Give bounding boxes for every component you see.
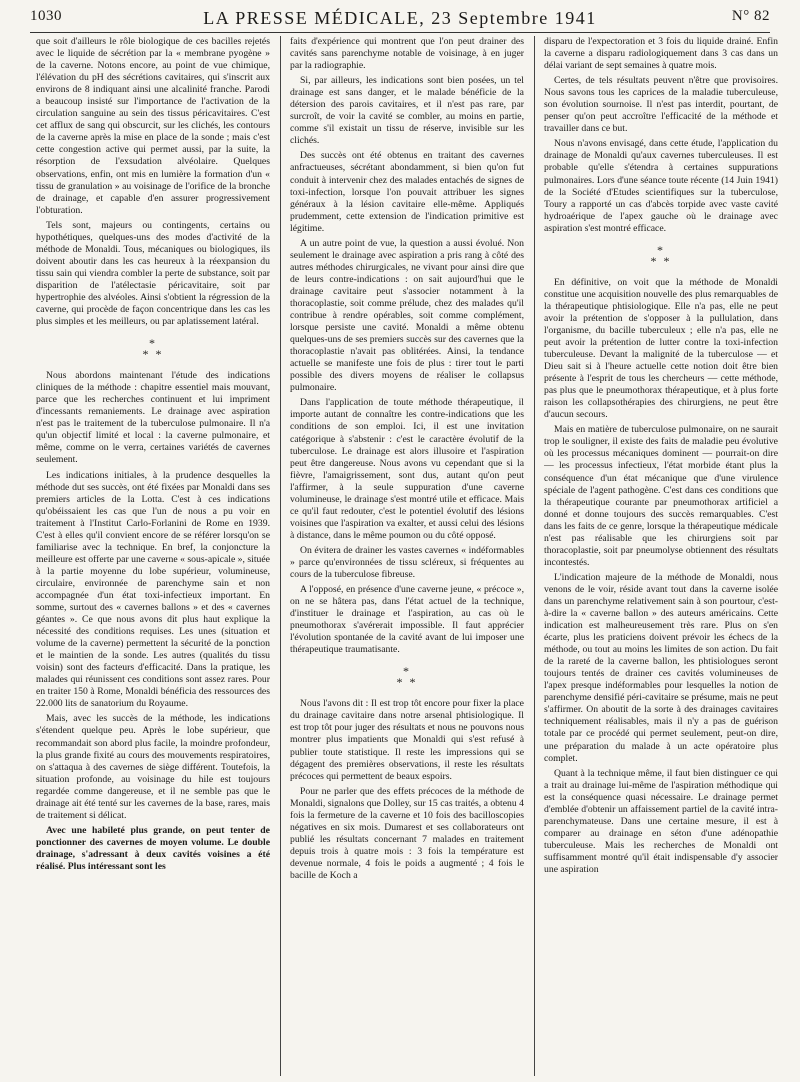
section-separator: * * *	[142, 336, 164, 362]
paragraph: Des succès ont été obtenus en traitant des cavernes anfractueuses, sécrétant abondamment, si bien qu'on fut conduit à intervenir chez des malades entachés de signes de toxi-infection, lorsque l'on pouvait attribuer les signes généraux à la lésion cavitaire elle-même. Appliqués prudemment, cette extension de l'indication primitive est légitime.	[290, 150, 524, 234]
section-separator: * * *	[396, 664, 418, 690]
section-separator: * * *	[650, 242, 672, 268]
paragraph: A un autre point de vue, la question a aussi évolué. Non seulement le drainage avec aspiration a pris rang à côté des autres méthodes chirurgicales, ne vivant pour ainsi dire que de leurs contre-indications : on sait aujourd'hui que le drainage cavitaire peut s'associer notamment à la thoracoplastie, soit comme prélude, chez des malades qu'il contribue à rendre opérables, soit comme complément, lorsque persiste une cavité. Monaldi a même obtenu quelques-uns de ses premiers succès sur des cavernes que la thoracoplastie n'avait pas oblitérées. Ainsi, la tendance actuelle se manifeste une fois de plus : tirer tout le parti possible des divers moyens de réaliser le collapsus pulmonaire.	[290, 237, 524, 394]
paragraph: Pour ne parler que des effets précoces de la méthode de Monaldi, signalons que Dolley, sur 15 cas traités, a obtenu 4 fois la fermeture de la caverne et 10 fois des bacilloscopies négatives en six mois. Dumarest et ses collaborateurs ont publié les résultats concernant 7 malades en traitement depuis trois à quatre mois : 3 fois la température est devenue normale, 4 fois le poids a augmenté ; 4 fois le bacille de Koch a	[290, 785, 524, 881]
column-2	[290, 36, 524, 1076]
paragraph: Tels sont, majeurs ou contingents, certains ou hypothétiques, quelques-uns des modes d'activité de la méthode de Monaldi. Tous, mécaniques ou biologiques, ils doivent aboutir dans les cas heureux à la réexpansion du tissu sain qui viendra combler la perte de substance, soit par disparition de l'atélectasie péricavitaire, soit par hypertrophie des alvéoles. Ainsi s'obtient la régression de la caverne, qui procède de façon concentrique dans les cas les plus simples et les meilleurs, ou par aplatissement latéral.	[36, 219, 270, 328]
article-body	[36, 36, 782, 1076]
journal-title: LA PRESSE MÉDICALE, 23 Septembre 1941	[203, 8, 597, 28]
paragraph: Mais en matière de tuberculose pulmonaire, on ne saurait trop le souligner, il existe des faits de maladie peu évolutive où les processus mécaniques dominent — pourrait-on dire — les processus infectieux, l'état morbide étant plus la conséquence d'un état mécanique que d'une virulence spéciale de l'agent pathogène. C'est dans ces conditions que la thérapeutique courante par pneumothorax artificiel a donné et donne toujours des succès remarquables. C'est dans les faits de ce genre, lorsque la thérapeutique médicale n'est pas réalisable que les chirurgiens soit par thoracoplastie, soit par pneumolyse obtiennent des résultats incontestés.	[544, 424, 778, 568]
column-1	[36, 36, 270, 1076]
paragraph: L'indication majeure de la méthode de Monaldi, nous venons de le voir, réside avant tout dans la caverne isolée dans un parenchyme relativement sain à son pourtour, c'est-à-dire la « caverne ballon » des auteurs américains. Cette indication est malheureusement très rare. Plus on s'en écarte, plus les praticiens doivent prévoir les échecs de la méthode, ou tout au moins les limites de son action. Du fait de la rareté de la caverne ballon, les phtisiologues seront toujours tentés de drainer ces cavités volumineuses de l'apex presque indéformables pour lesquelles la notion de parenchyme densifié péri-cavitaire se présume, mais ne peut s'affirmer. On aboutit de la sorte à des drainages cavitaires techniquement réalisables, mais il n'y a pas de guérison totale par ce procédé qui permet seulement, peut-on dire, une préparation du malade à un acte opératoire plus complet.	[544, 571, 778, 764]
column-rule	[280, 36, 281, 1076]
paragraph: Les indications initiales, à la prudence desquelles la méthode dut ses succès, ont été fixées par Monaldi dans ses premiers articles de la Lotta. C'est à ces indications qu'obéissaient les cas que l'un de nous a pu voir en traitement à l'Institut Carlo-Forlanini de Rome en 1939. C'est à elles qu'il convient encore de se référer lorsqu'on se familiarise avec la technique. En bref, la conjoncture la meilleure est offerte par une caverne « sous-apicale », située à la partie moyenne du lobe supérieur, volumineuse, circulaire, environnée de parenchyme sain et non accompagnée d'un état toxi-infectieux important. En somme, surtout des « cavernes ballons » et des « cavernes géantes ». Ce que nous avons dit plus haut explique la nécessité des conditions requises. Les unes (situation et volume de la caverne) permettent la sécurité de la ponction et le maintien de la sonde. Les autres (qualités du tissu voisin) sont des facteurs d'efficacité. Dans la pratique, les malades qui réunissent ces conditions sont assez rares. Pour en traiter 150 à Rome, Monaldi bénéficia des ressources des 22.000 lits de sanatorium du Royaume.	[36, 469, 270, 710]
paragraph: Nous abordons maintenant l'étude des indications cliniques de la méthode : chapitre essentiel mais mouvant, parce que les recherches continuent et lui impriment d'incessants remaniements. Le drainage avec aspiration n'est pas le traitement de la tuberculose pulmonaire. Il n'a qu'un objectif limité et local : la caverne pulmonaire, et même, comme on le verra, certaines variétés de cavernes seulement.	[36, 370, 270, 466]
paragraph: que soit d'ailleurs le rôle biologique de ces bacilles rejetés avec le liquide de sécrétion par la « membrane pyogène » de la caverne. Notons encore, au point de vue chimique, l'élévation du pH des sécrétions cavitaires, qui s'inscrit aux environs de 8 indiquant ainsi une alcalinité franche. Parodi a beaucoup insisté sur l'importance de l'activation de la circulation sanguine au sein des tissus péricavitaires. C'est cet afflux de sang qui obscurcit, sur les clichés, les contours de la caverne après la mise en place de la sonde ; mais c'est cette congestion active qui permet aussi, par la suite, la résorption de l'exsudation alvéolaire. Quelques observations, enfin, ont mis en lumière la formation d'un « tissu de granulation » au voisinage de l'orifice de la bronche de drainage, et capable d'en assurer progressivement l'obturation.	[36, 36, 270, 216]
issue-number: N° 82	[731, 8, 770, 24]
page-header	[30, 6, 770, 33]
paragraph: Si, par ailleurs, les indications sont bien posées, un tel drainage est sans danger, et le malade bénéficie de la détersion des parois cavitaires, et il n'est pas rare, par surcroît, de voir la cavité se combler, au moins en partie, comme s'il existait un tissu de réserve, invisible sur les clichés.	[290, 75, 524, 147]
paragraph: Certes, de tels résultats peuvent n'être que provisoires. Nous savons tous les caprices de la maladie tuberculeuse, son évolution sournoise. Il n'est pas interdit, pourtant, de penser qu'on peut accroître l'efficacité de la méthode et travailler dans ce but.	[544, 75, 778, 135]
paragraph: Quant à la technique même, il faut bien distinguer ce qui a trait au drainage lui-même de l'aspiration méthodique qui est la conséquence quasi nécessaire. Le drainage permet d'emblée d'obtenir un affaissement partiel de la cavité intra-parenchymateuse. Dans une certaine mesure, il est à comparer au drainage en séton d'une adénopathie tuberculeuse. Mais les recherches de Monaldi ont suffisamment montré qu'il était indispensable d'y associer une aspiration	[544, 767, 778, 875]
column-rule	[534, 36, 535, 1076]
column-3	[544, 36, 778, 1076]
paragraph: Dans l'application de toute méthode thérapeutique, il importe autant de connaître les contre-indications que les conditions de son emploi. Ici, il est une invitation catégorique à s'abstenir : c'est le caractère évolutif de la tuberculose. Le drainage est alors illusoire et l'aspiration peut être dangereuse. Nous avons vu cependant que si la fièvre, l'amaigrissement, sont dus, autant qu'on peut l'affirmer, à la seule suppuration d'une caverne volumineuse, le drainage s'est montré utile et efficace. Mais ce qu'il faut redouter, c'est le potentiel évolutif des lésions voisines que l'aspiration va exalter, et aussi celui des lésions à distance, dans le même poumon ou du côté opposé.	[290, 397, 524, 541]
paragraph: Nous n'avons envisagé, dans cette étude, l'application du drainage de Monaldi qu'aux cavernes tuberculeuses. Il est probable qu'elle s'étendra à certaines suppurations pulmonaires. Lors d'une séance toute récente (14 Juin 1941) de la Société d'Etudes scientifiques sur la tuberculose, Toury a rapporté un cas d'abcès torpide avec vaste cavité hydroaérique de l'apex gauche où le drainage avec aspiration s'est montré efficace.	[544, 138, 778, 234]
paragraph: Avec une habileté plus grande, on peut tenter de ponctionner des cavernes de moyen volume. Le double drainage, s'adressant à deux cavités voisines a été réalisé. Plus intéressant sont les	[36, 824, 270, 872]
paragraph: disparu de l'expectoration et 3 fois du liquide drainé. Enfin la caverne a disparu radiologiquement dans 3 cas dans un délai variant de sept semaines à quatre mois.	[544, 36, 778, 72]
page-number: 1030	[30, 8, 62, 24]
paragraph: On évitera de drainer les vastes cavernes « indéformables » parce qu'environnées de tissu scléreux, si fréquentes au cours de la tuberculose fibreuse.	[290, 544, 524, 581]
paragraph: Mais, avec les succès de la méthode, les indications s'étendent quelque peu. Après le lobe supérieur, que recommandait son abord plus facile, la moindre profondeur, la plus grande fixité au cours des mouvements respiratoires, on s'attaqua à des cavernes de siège différent. Toutefois, la situation profonde, au voisinage du hile est toujours regardée comme dangereuse, et il ne semble pas que le drainage ait été tenté sur les cavernes de la base, rares, mais de traitement si délicat.	[36, 713, 270, 821]
paragraph: faits d'expérience qui montrent que l'on peut drainer des cavités sans parenchyme notable de voisinage, à en juger par la radiographie.	[290, 36, 524, 72]
paragraph: Nous l'avons dit : Il est trop tôt encore pour fixer la place du drainage cavitaire dans notre arsenal phtisiologique. Il est trop tôt pour juger des résultats et nous ne pouvons nous montrer plus impatients que Monaldi qui s'est refusé à publier toute statistique. Il reste les impressions qui se dégagent des premières observations, il reste les résultats précoces qui permettent de beaux espoirs.	[290, 698, 524, 782]
paragraph: En définitive, on voit que la méthode de Monaldi constitue une acquisition nouvelle des plus remarquables de la thérapeutique phtisiologique. Elle n'a pas, elle ne peut avoir la prétention de s'opposer à la pullulation, dans l'organisme, du bacille tuberculeux ; elle n'a pas, elle ne peut avoir la prétention de lutter contre la toxi-infection tuberculeuse. Devant la malignité de la tuberculose — et Dieu sait si à l'heure actuelle cette notion doit être bien présente à l'esprit de tous les chercheurs — cette méthode, pas plus que le pneumothorax thérapeutique, et à plus forte raison les collapsothérapies des chirurgiens, ne peut être d'aucun secours.	[544, 276, 778, 421]
paragraph: A l'opposé, en présence d'une caverne jeune, « précoce », on ne se hâtera pas, dans l'état actuel de la technique, d'instituer le drainage et l'aspiration, au cas où le pneumothorax s'avérerait impossible. Il faut apprécier l'évolution spontanée de la cavité avant de lui imposer une thérapeutique traumatisante.	[290, 584, 524, 656]
